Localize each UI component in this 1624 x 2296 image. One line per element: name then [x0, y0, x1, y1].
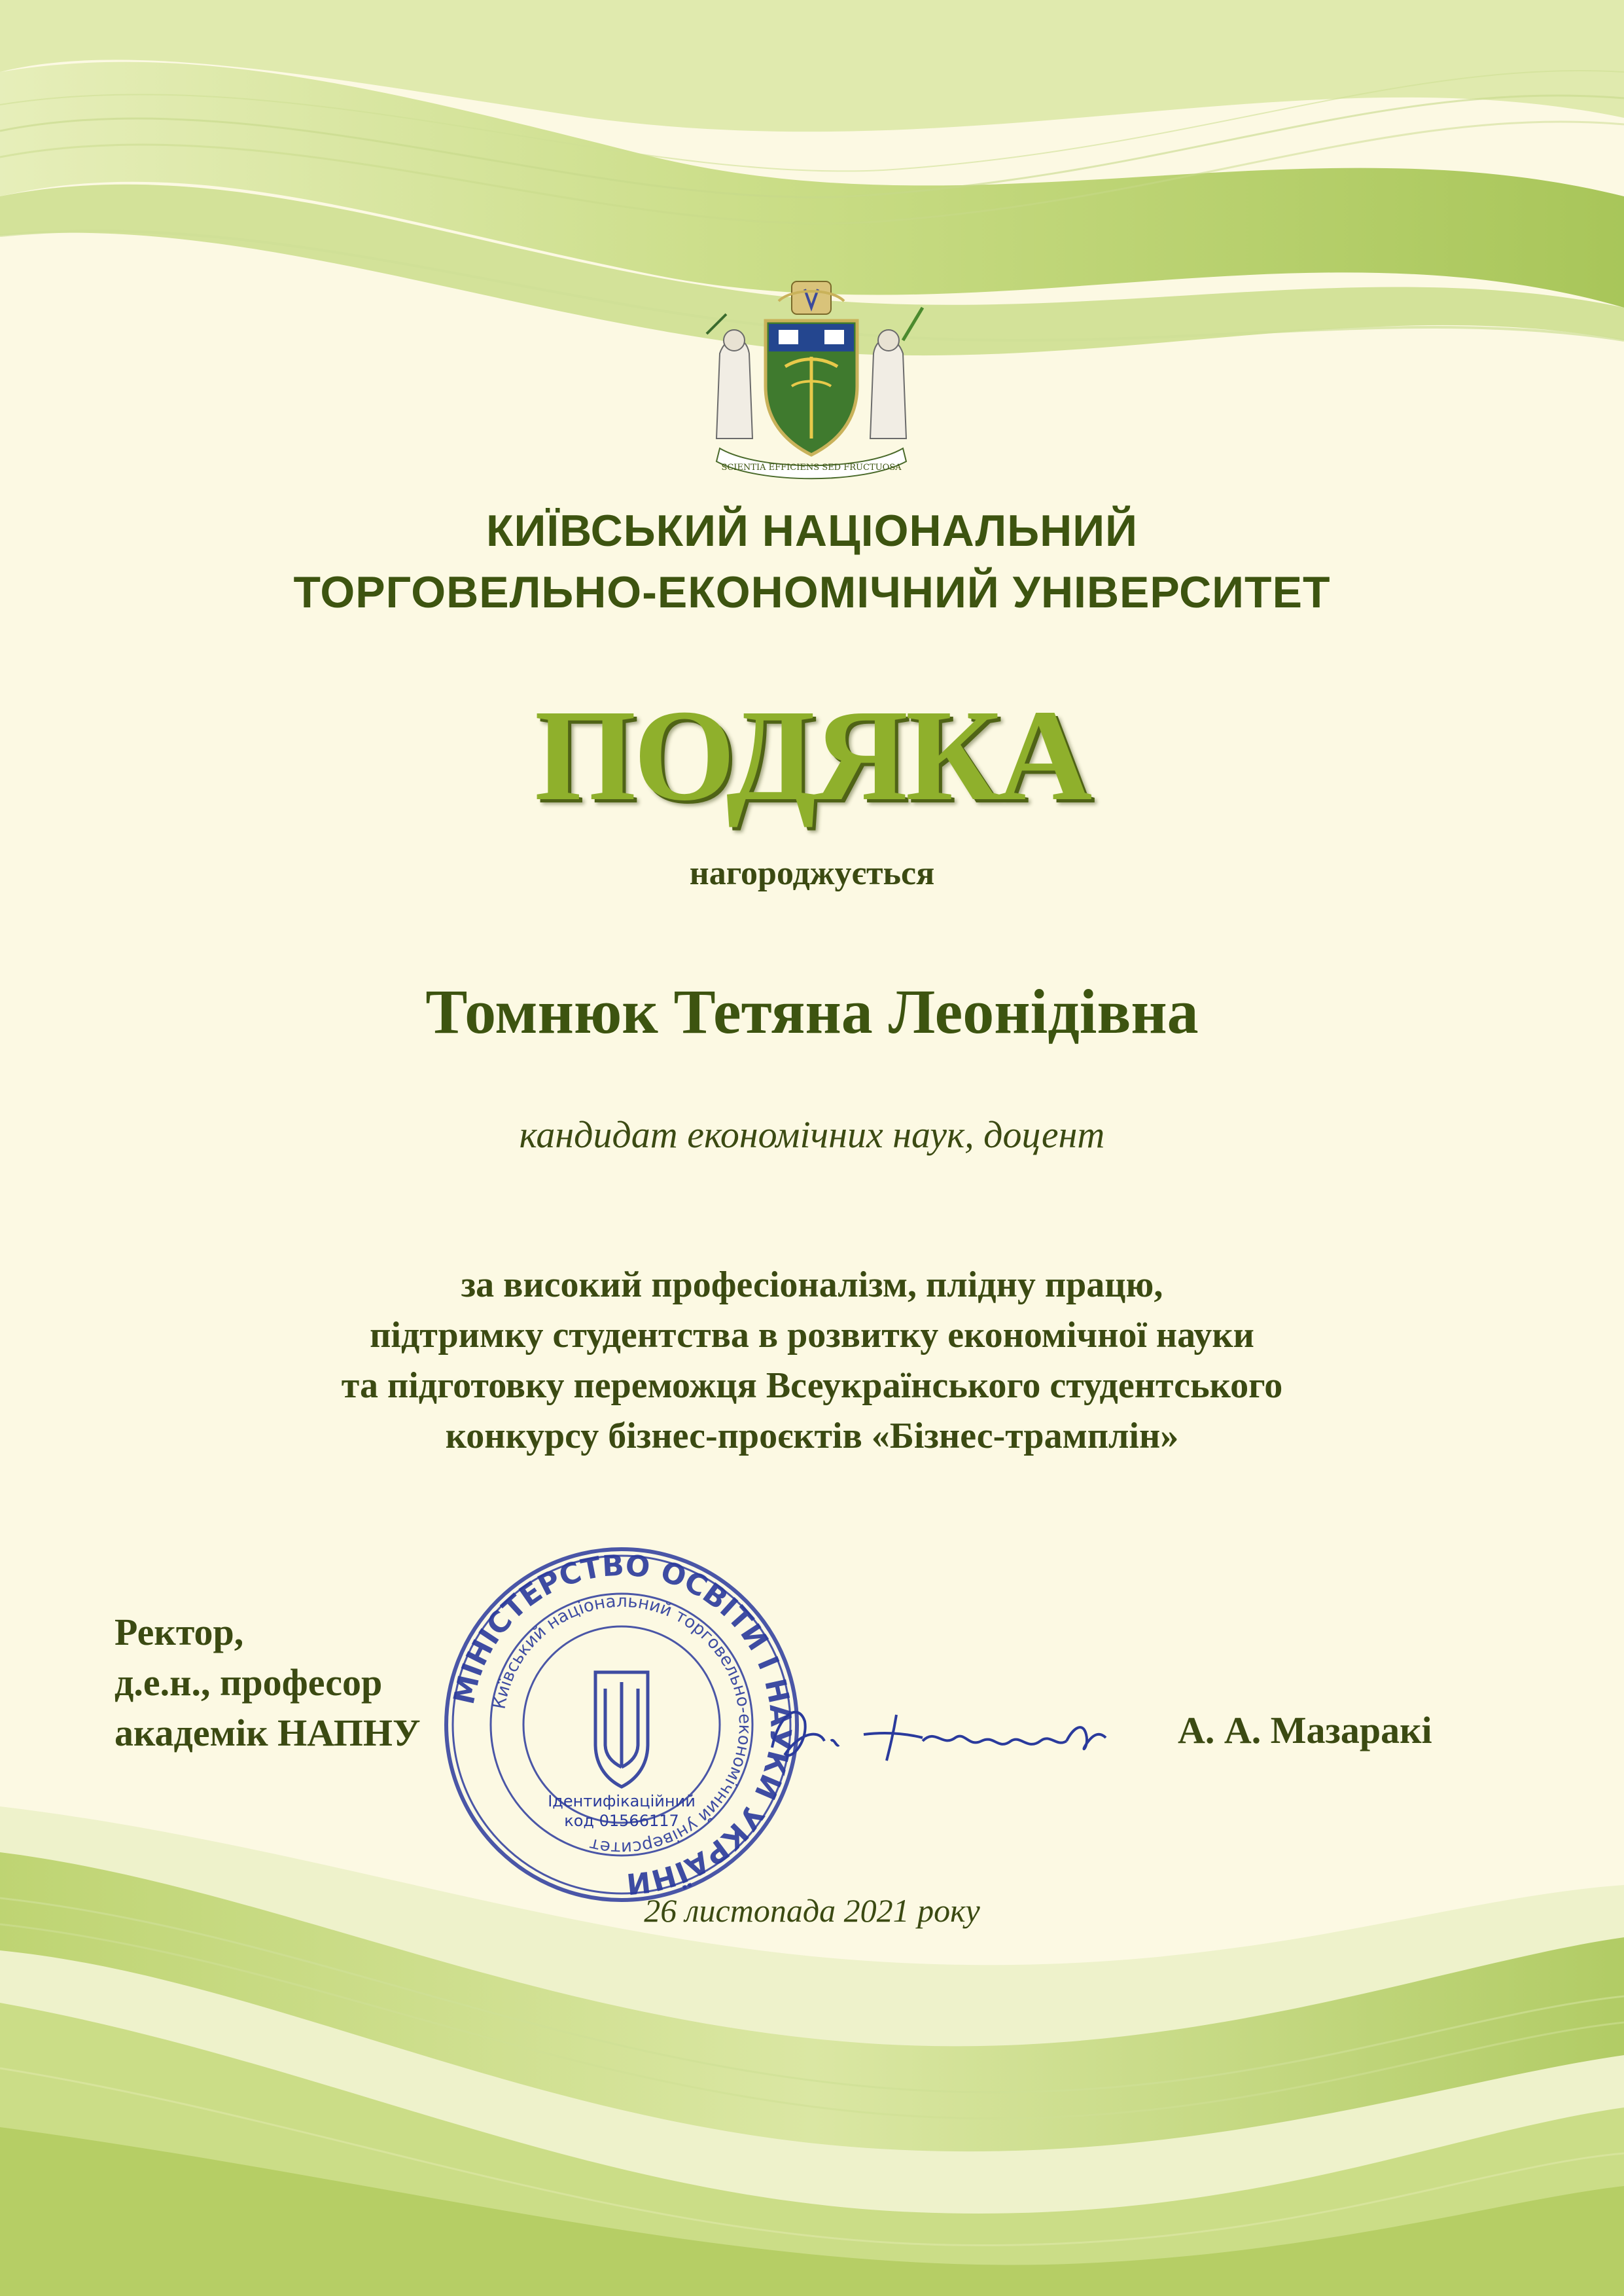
stamp-inner-text: Київський національний торговельно-економічний університет	[489, 1591, 755, 1858]
university-emblem	[680, 275, 942, 484]
award-reason	[0, 1260, 1624, 1462]
university-name-line1: КИЇВСЬКИЙ НАЦІОНАЛЬНИЙ	[486, 506, 1138, 556]
document-title: ПОДЯКА	[534, 683, 1090, 828]
stamp-id-line1: Ідентифікаційний	[548, 1792, 696, 1810]
stamp-outer-text: МІНІСТЕРСТВО ОСВІТИ І НАУКИ УКРАЇНИ	[447, 1549, 798, 1901]
reason-line: конкурсу бізнес-проєктів «Бізнес-трамплін»	[445, 1416, 1179, 1456]
recipient-degree: кандидат економічних наук, доцент	[519, 1113, 1105, 1156]
reason-line: підтримку студентства в розвитку економічної науки	[370, 1315, 1254, 1355]
rector-signature	[759, 1676, 1125, 1787]
signer-line: Ректор,	[115, 1611, 244, 1653]
trident-icon	[595, 1672, 648, 1787]
university-name-line2: ТОРГОВЕЛЬНО-ЕКОНОМІЧНИЙ УНІВЕРСИТЕТ	[293, 567, 1331, 617]
signer-line: академік НАПНУ	[115, 1712, 421, 1754]
official-stamp	[438, 1541, 805, 1908]
rector-name: А. А. Мазаракі	[1178, 1709, 1432, 1751]
motto-text: SCIENTIA EFFICIENS SED FRUCTUOSA	[721, 463, 902, 473]
issue-date: 26 листопада 2021 року	[644, 1892, 980, 1929]
right-figure-icon	[870, 339, 906, 439]
document-subtitle: нагороджується	[689, 855, 935, 892]
reason-line: та підготовку переможця Всеукраїнського студентського	[341, 1365, 1283, 1406]
signer-title	[115, 1607, 421, 1758]
left-figure-icon	[716, 339, 752, 439]
stamp-id-line2: код 01566117	[564, 1812, 679, 1830]
signer-line: д.е.н., професор	[115, 1661, 383, 1704]
reason-line: за високий професіоналізм, плідну працю,	[461, 1265, 1163, 1305]
recipient-name: Томнюк Тетяна Леонідівна	[425, 977, 1199, 1047]
